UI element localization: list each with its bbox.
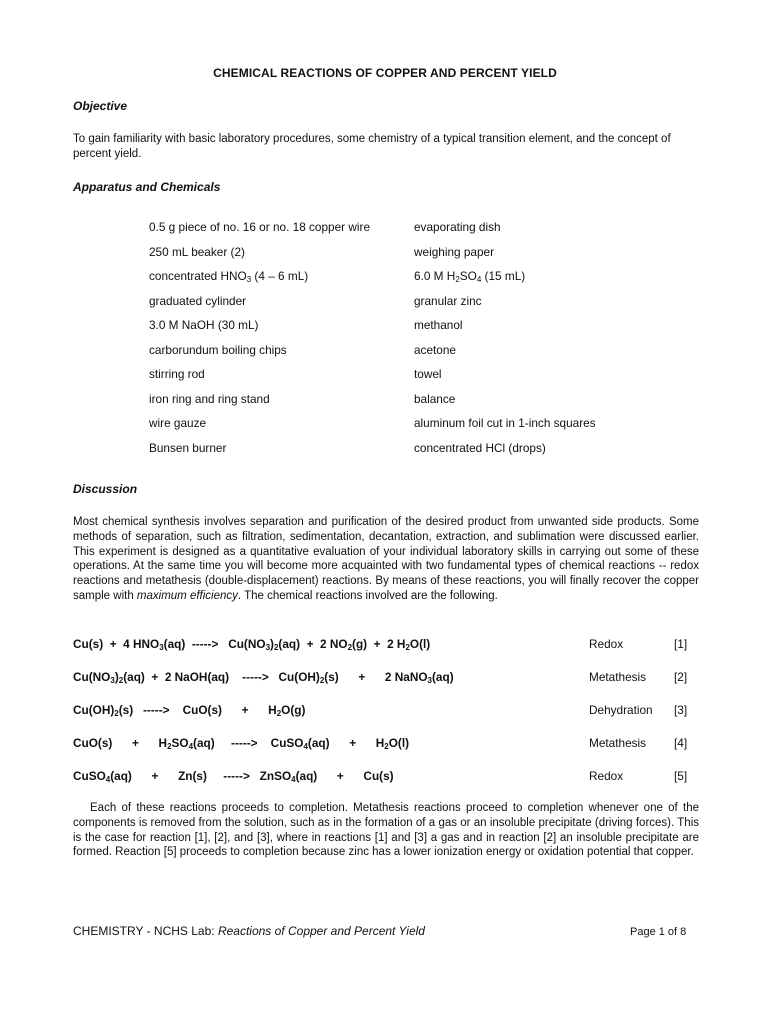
apparatus-item-left: carborundum boiling chips bbox=[149, 342, 287, 357]
footer-page-number: Page 1 of 8 bbox=[630, 926, 687, 938]
reaction-type: Metathesis bbox=[589, 670, 647, 684]
footer-lab-title: Reactions of Copper and Percent Yield bbox=[217, 924, 425, 938]
discussion-emphasis: maximum efficiency bbox=[136, 589, 238, 602]
reaction-equation: Cu(s) + 4 $HNO_3(aq)$ -----> $Cu(NO_3)_2(aq) + 2$ $NO_2(g) + 2$ $H_2O(l)$ bbox=[73, 637, 431, 652]
reaction-number: [5] bbox=[674, 769, 688, 783]
reaction-row bbox=[0, 736, 770, 752]
apparatus-heading: Apparatus and Chemicals bbox=[73, 180, 221, 194]
apparatus-row bbox=[0, 441, 770, 457]
apparatus-row bbox=[0, 245, 770, 261]
apparatus-row bbox=[0, 367, 770, 383]
reaction-type: Redox bbox=[589, 637, 624, 651]
reaction-equation: $Cu(NO_3)_2(aq) + 2$ NaOH(aq) -----> $Cu(OH)_2(s)$ + 2 NaNO$_3$(aq) bbox=[73, 670, 454, 685]
apparatus-item-left: graduated cylinder bbox=[149, 293, 247, 308]
page-title: CHEMICAL REACTIONS OF COPPER AND PERCENT YIELD bbox=[213, 66, 557, 80]
apparatus-row bbox=[0, 220, 770, 236]
apparatus-item-right: methanol bbox=[414, 318, 463, 332]
apparatus-row bbox=[0, 343, 770, 359]
discussion-heading: Discussion bbox=[73, 482, 138, 496]
apparatus-item-left: stirring rod bbox=[149, 367, 205, 381]
apparatus-item-right: towel bbox=[414, 367, 442, 381]
discussion-paragraph bbox=[73, 515, 699, 604]
reaction-number: [3] bbox=[674, 703, 688, 717]
apparatus-item-left: 3.0 M NaOH (30 mL) bbox=[149, 318, 259, 332]
apparatus-row bbox=[0, 269, 770, 285]
apparatus-item-left: wire gauze bbox=[149, 416, 207, 430]
apparatus-item-right: balance bbox=[414, 391, 456, 406]
reaction-equation: CuO(s) + $H_2SO_4(aq)$ -----> CuSO$_4$(aq) + $H_2O(l)$ bbox=[73, 736, 410, 751]
reaction-equation: $Cu(OH)_2(s)$ -----> CuO(s) + $H_2O(g)$ bbox=[73, 703, 306, 718]
apparatus-item-right: evaporating dish bbox=[414, 220, 501, 234]
completion-paragraph bbox=[73, 801, 699, 860]
apparatus-item-right: 6.0 M $H_2SO_4$ (15 mL) bbox=[414, 269, 526, 284]
apparatus-item-right: aluminum foil cut in 1-inch squares bbox=[414, 416, 596, 430]
apparatus-item-right: granular zinc bbox=[414, 293, 482, 308]
apparatus-row bbox=[0, 294, 770, 310]
reaction-type: Dehydration bbox=[589, 703, 653, 717]
apparatus-item-left: concentrated $HNO_3$ (4 – 6 mL) bbox=[149, 269, 309, 284]
apparatus-row bbox=[0, 318, 770, 334]
completion-text: Each of these reactions proceeds to completion. Metathesis reactions proceed to completion whenever one of the components is removed from the solution, such as in the formation of a gas or an insoluble precipitate (driving forces). This is the case for reaction [1], [2], and [3], where in reactions [1] and [3] a gas and in reaction [2] an insoluble precipitate are formed. Reaction [5] proceeds to completion because zinc has a lower ionization energy or oxidation potential that copper. bbox=[73, 802, 699, 859]
footer-prefix: CHEMISTRY - NCHS Lab: bbox=[73, 924, 218, 938]
reaction-row bbox=[0, 637, 770, 653]
discussion-text-main: Most chemical synthesis involves separation and purification of the desired product from unwanted side products. Some methods of separation, such as filtration, sedimentation, decantation, extraction, and sublimation were discussed earlier. This experiment is designed as a quantitative evaluation of your individual laboratory skills in carrying out some of these operations. At the same time you will become more acquainted with two fundamental types of chemical reactions -- redox reactions and metathesis (double-displacement) reactions. By means of these reactions, you will finally recover the copper sample with bbox=[73, 516, 699, 602]
reaction-type: Redox bbox=[589, 769, 624, 783]
objective-text: To gain familiarity with basic laboratory procedures, some chemistry of a typical transition element, and the concept of percent yield. bbox=[73, 133, 671, 160]
reaction-number: [4] bbox=[674, 736, 688, 750]
apparatus-item-left: 250 mL beaker (2) bbox=[149, 244, 245, 259]
apparatus-row bbox=[0, 392, 770, 408]
reaction-row bbox=[0, 670, 770, 686]
footer-left bbox=[73, 924, 425, 938]
discussion-text-end: . The chemical reactions involved are the following. bbox=[237, 589, 498, 602]
apparatus-item-left: 0.5 g piece of no. 16 or no. 18 copper wire bbox=[149, 220, 371, 234]
apparatus-row bbox=[0, 416, 770, 432]
apparatus-item-right: weighing paper bbox=[414, 244, 495, 259]
apparatus-item-right: acetone bbox=[414, 342, 456, 357]
reaction-row bbox=[0, 703, 770, 719]
reaction-row bbox=[0, 769, 770, 785]
reaction-number: [2] bbox=[674, 670, 688, 684]
apparatus-item-left: iron ring and ring stand bbox=[149, 391, 270, 406]
apparatus-item-left: Bunsen burner bbox=[149, 440, 227, 455]
reaction-type: Metathesis bbox=[589, 736, 647, 750]
apparatus-item-right: concentrated HCl (drops) bbox=[414, 440, 546, 455]
reaction-number: [1] bbox=[674, 637, 688, 651]
reaction-equation: CuSO$_4$(aq) + Zn(s) -----> ZnSO$_4$(aq) + Cu(s) bbox=[73, 769, 394, 784]
objective-heading: Objective bbox=[73, 99, 128, 113]
